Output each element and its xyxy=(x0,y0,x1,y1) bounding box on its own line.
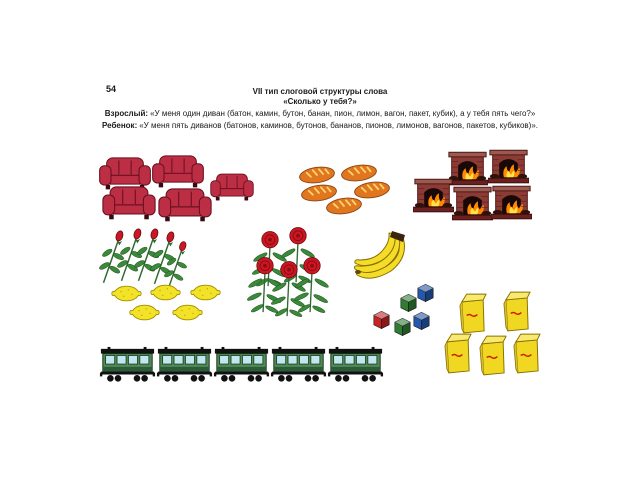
cube-image-4 xyxy=(395,318,410,335)
sofa-image-5 xyxy=(159,189,211,221)
bread-loaf-image-4 xyxy=(354,180,391,200)
train-wagon-image-2 xyxy=(157,347,212,382)
paper-bag-image-1 xyxy=(460,294,486,333)
sofa-image-4 xyxy=(103,187,155,219)
fireplace-image-4 xyxy=(452,187,493,220)
slide-title-line1: VII тип слоговой структуры слова xyxy=(252,87,388,96)
paper-bag-image-3 xyxy=(445,334,471,373)
train-wagon-image-1 xyxy=(100,347,155,382)
page-number: 54 xyxy=(106,84,117,94)
cube-image-3 xyxy=(374,311,389,328)
sofa-image-1 xyxy=(100,158,151,190)
paper-bag-image-5 xyxy=(514,334,540,373)
bread-loaf-image-5 xyxy=(326,196,363,216)
bread-loaf-image-1 xyxy=(299,165,336,185)
train-wagon-image-5 xyxy=(328,347,383,382)
banana-bunch-image-1 xyxy=(355,231,406,278)
sofa-image-2 xyxy=(153,156,204,188)
dialogue-child-speaker: Ребенок: xyxy=(101,121,138,130)
train-wagon-image-4 xyxy=(271,347,326,382)
cube-image-1 xyxy=(418,284,433,301)
lemon-image-2 xyxy=(151,285,180,300)
paper-bag-image-2 xyxy=(504,292,530,331)
cube-image-5 xyxy=(414,312,429,329)
items-layer xyxy=(98,150,540,381)
lemon-image-3 xyxy=(191,285,220,300)
fireplace-image-1 xyxy=(447,152,488,185)
paper-bag-image-4 xyxy=(480,336,506,375)
cube-image-2 xyxy=(401,294,416,311)
dialogue-child-text: «У меня пять диванов (батонов, каминов, бутонов, бананов, пионов, лимонов, вагонов, пакетов, кубиков)». xyxy=(139,121,539,130)
peony-image-3 xyxy=(246,257,282,313)
sofa-image-3 xyxy=(211,174,254,200)
bread-loaf-image-3 xyxy=(301,183,338,203)
fireplace-image-3 xyxy=(413,179,454,212)
dialogue-adult-text: «У меня один диван (батон, камин, бутон, банан, пион, лимон, вагон, пакет, кубик), а у тебя пять чего?» xyxy=(150,109,536,118)
fireplace-image-2 xyxy=(488,150,529,183)
train-wagon-image-3 xyxy=(214,347,269,382)
rosebud-image-1 xyxy=(98,230,124,283)
lemon-image-1 xyxy=(112,286,141,301)
bread-loaf-image-2 xyxy=(341,163,378,183)
dialogue-adult-speaker: Взрослый: xyxy=(104,109,149,118)
fireplace-image-5 xyxy=(491,186,532,219)
lemon-image-5 xyxy=(173,305,202,320)
lemon-image-4 xyxy=(130,305,159,320)
slide-title-line2: «Сколько у тебя?» xyxy=(283,97,357,106)
